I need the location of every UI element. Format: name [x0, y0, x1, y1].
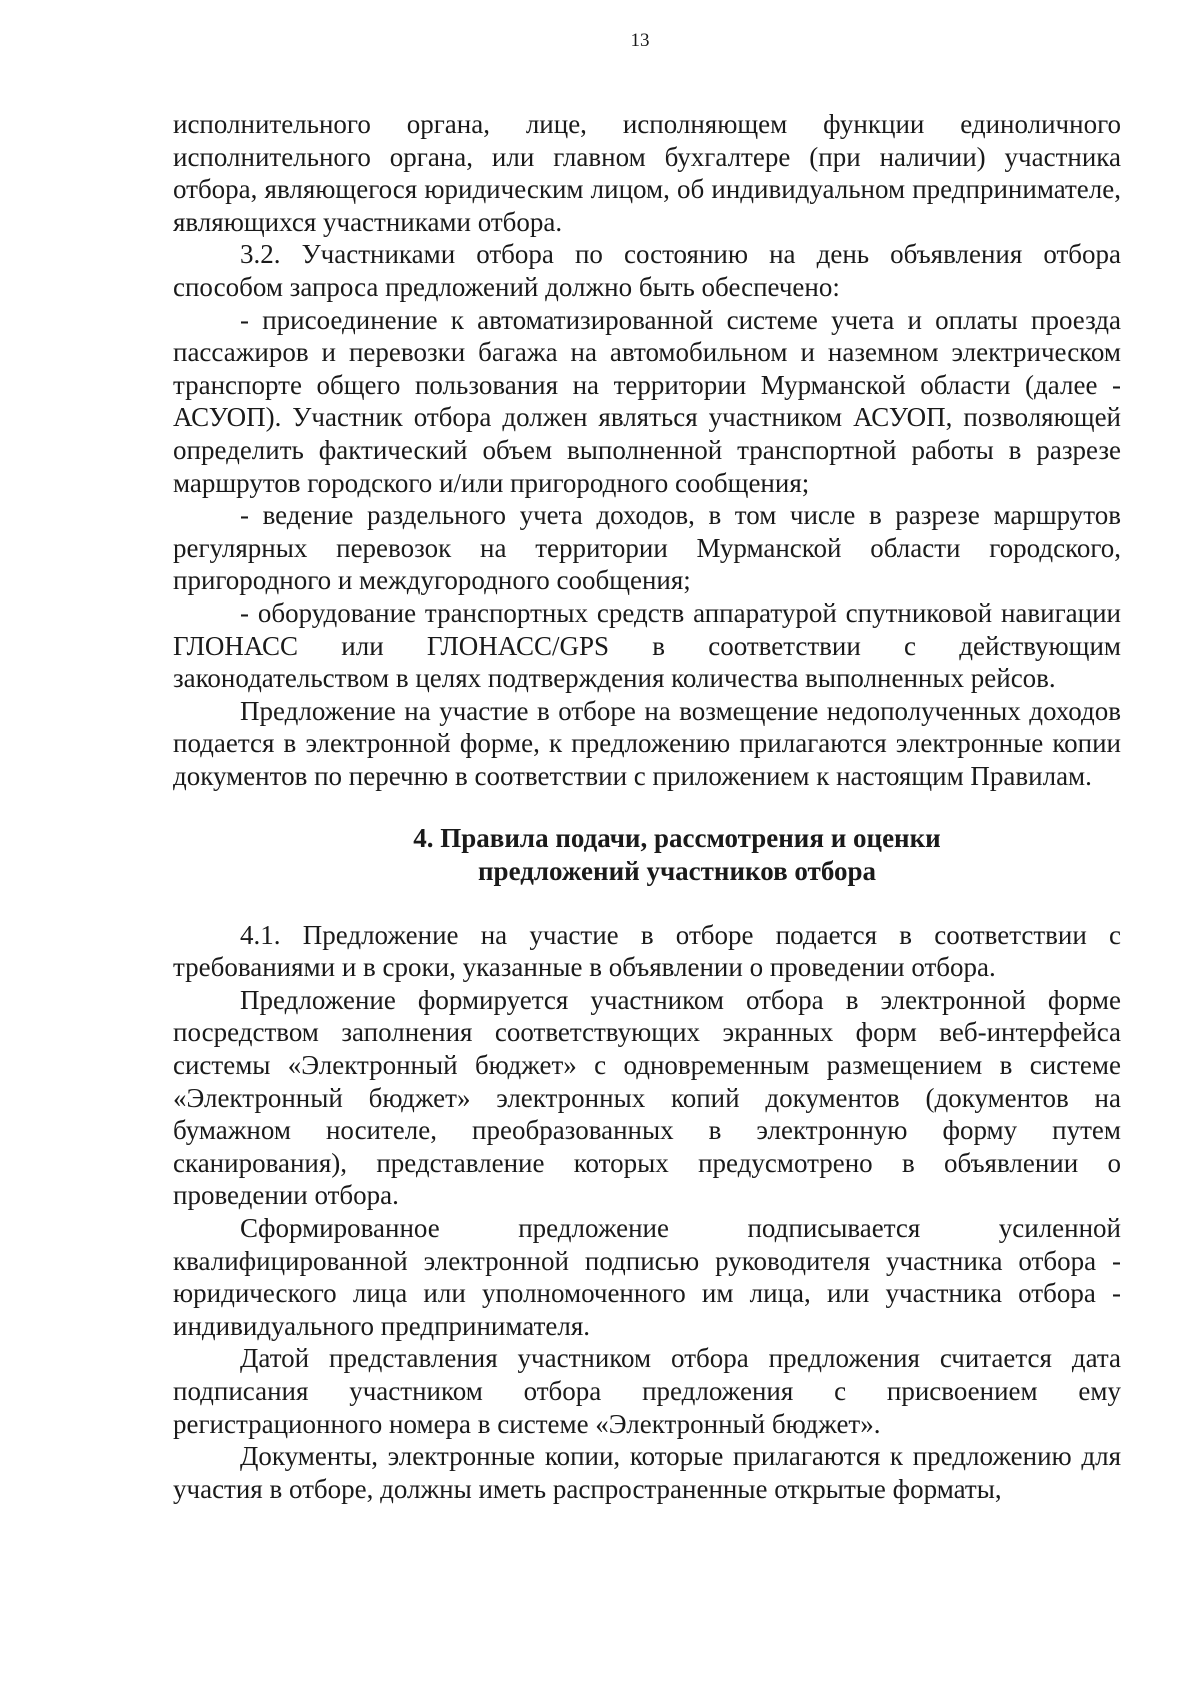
paragraph-documents-formats: Документы, электронные копии, которые прилагаются к предложению для участия в отборе, должны иметь распространенные открытые форматы,: [173, 1441, 1121, 1504]
paragraph-3-2: 3.2. Участниками отбора по состоянию на день объявления отбора способом запроса предложений должно быть обеспечено:: [173, 239, 1121, 302]
section-heading: [173, 822, 1121, 887]
paragraph-proposal-electronic: Предложение на участие в отборе на возмещение недополученных доходов подается в электронной форме, к предложению прилагаются электронные копии документов по перечню в соответствии с приложением к настоящим Правилам.: [173, 695, 1121, 791]
section-heading-line-1: 4. Правила подачи, рассмотрения и оценки: [413, 823, 941, 854]
paragraph-glonass: - оборудование транспортных средств аппаратурой спутниковой навигации ГЛОНАСС или ГЛОНАСС/GPS в соответствии с действующим законодательством в целях подтверждения количества выполненных рейсов.: [173, 597, 1121, 694]
paragraph-continuation: исполнительного органа, лице, исполняющем функции единоличного исполнительного органа, или главном бухгалтере (при наличии) участника отбора, являющегося юридическим лицом, об индивидуальном предпринимателе, являющихся участниками отбора.: [173, 109, 1121, 237]
document-body: [173, 108, 1121, 1505]
paragraph-income-accounting: - ведение раздельного учета доходов, в том числе в разрезе маршрутов регулярных перевозок на территории Мурманской области городского, пригородного и междугородного сообщения;: [173, 500, 1121, 596]
section-heading-line-2: предложений участников отбора: [478, 856, 876, 887]
paragraph-asuop: - присоединение к автоматизированной системе учета и оплаты проезда пассажиров и перевозки багажа на автомобильном и наземном электрическом транспорте общего пользования на территории Мурманской области (далее - АСУОП). Участник отбора должен являться участником АСУОП, позволяющей определить фактический объем выполненной транспортной работы в разрезе маршрутов городского и/или пригородного сообщения;: [173, 304, 1121, 498]
paragraph-4-1: 4.1. Предложение на участие в отборе подается в соответствии с требованиями и в сроки, указанные в объявлении о проведении отбора.: [173, 919, 1121, 983]
paragraph-proposal-formation: Предложение формируется участником отбора в электронной форме посредством заполнения соответствующих экранных форм веб-интерфейса системы «Электронный бюджет» с одновременным размещением в системе «Электронный бюджет» электронных копий документов (документов на бумажном носителе, преобразованных в электронную форму путем сканирования), представление которых предусмотрено в объявлении о проведении отбора.: [173, 984, 1121, 1211]
page-number: 13: [630, 30, 650, 51]
paragraph-submission-date: Датой представления участником отбора предложения считается дата подписания участником отбора предложения с присвоением ему регистрационного номера в системе «Электронный бюджет».: [173, 1343, 1121, 1439]
paragraph-proposal-signature: Сформированное предложение подписывается усиленной квалифицированной электронной подписью руководителя участника отбора - юридического лица или уполномоченного им лица, или участника отбора - индивидуального предпринимателя.: [173, 1213, 1121, 1341]
